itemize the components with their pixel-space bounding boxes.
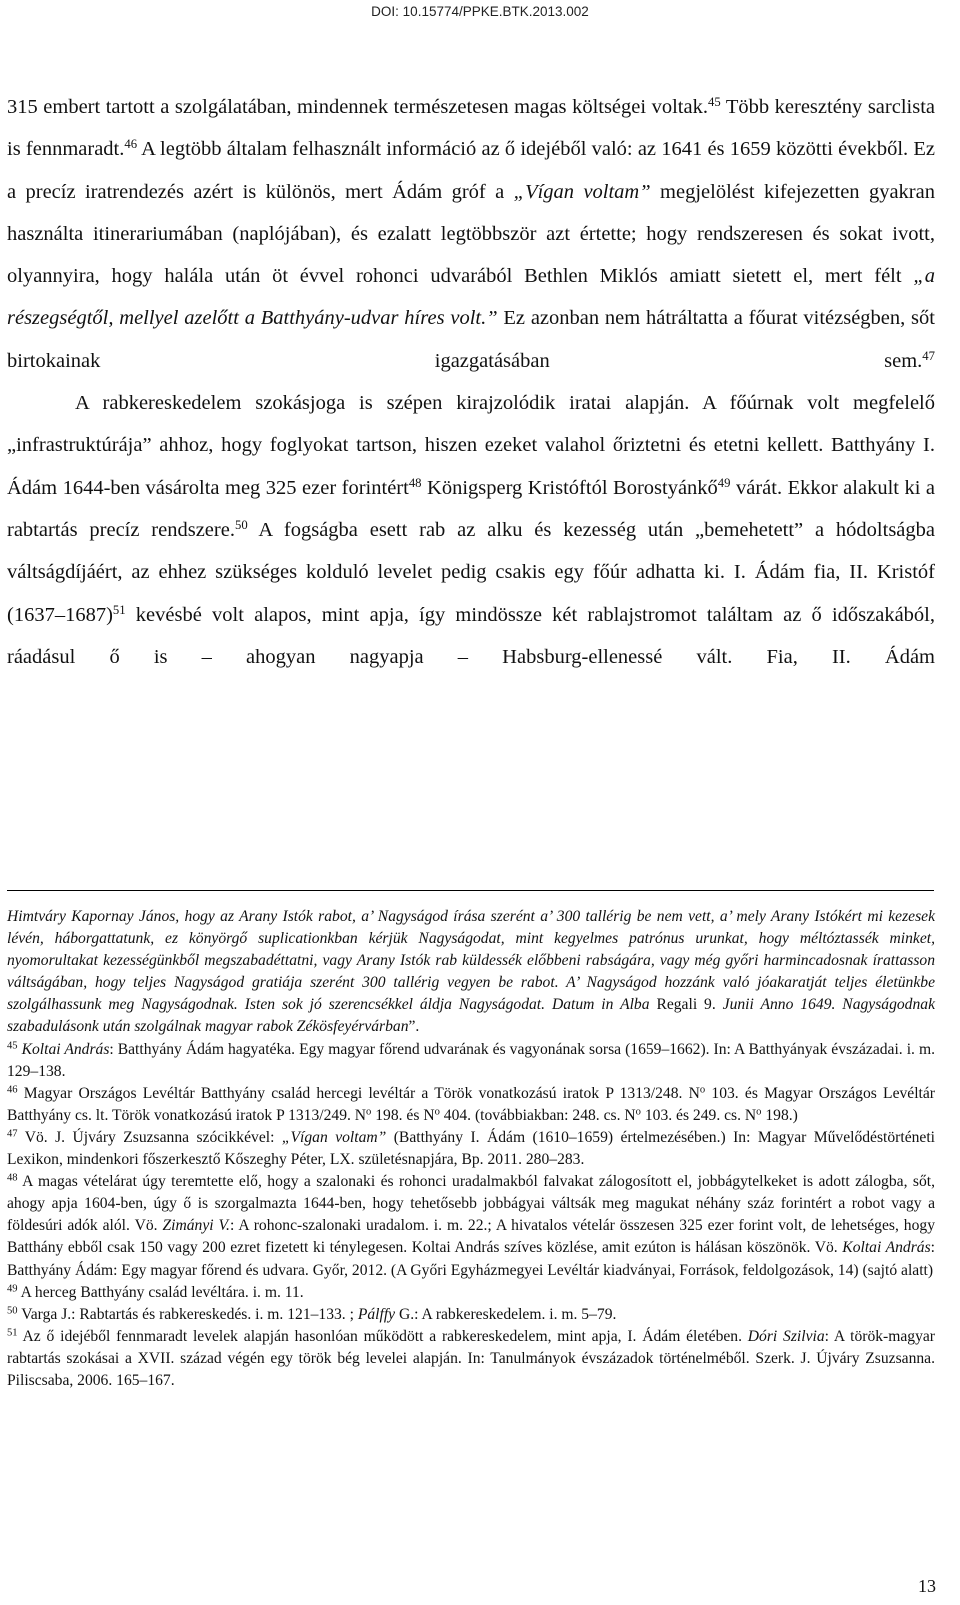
author-name: Dóri Szilvia — [747, 1327, 825, 1345]
text-run: A fogságba esett rab az alku és kezesség után „bemehetett” a hódoltságba váltságdíjáért, az ehhez szükséges kolduló levelet pedig csakis egy főúr adhatta ki. I. Ádám fia, II. Kristóf (1637–1687) — [7, 518, 935, 626]
text-run: 103. és 249. cs. N — [640, 1106, 757, 1124]
footnote-45 — [7, 1039, 935, 1083]
text-run: Több keresztény sarclista is fennmaradt. — [7, 96, 935, 161]
author-name: Koltai András — [842, 1239, 931, 1257]
text-run: Vö. J. Újváry Zsuzsanna szócikkével: — [17, 1128, 282, 1146]
footnote-number: 46 — [7, 1084, 18, 1096]
footnote-ref-47[interactable]: 47 — [922, 348, 935, 363]
page-number: 13 — [918, 1576, 936, 1596]
footnote-46 — [7, 1083, 935, 1127]
quote-bethlen: „a részegségtől, mellyel azelőtt a Batthyány-udvar híres volt.” — [7, 265, 935, 330]
author-name: Zimányi V. — [162, 1217, 230, 1235]
text-run: Magyar Országos Levéltár Batthyány család hercegi levéltár a Török vonatkozású iratok P 1313/248. N — [17, 1084, 700, 1102]
footnote-ref-49[interactable]: 49 — [717, 475, 731, 490]
doi-header: DOI: 10.15774/PPKE.BTK.2013.002 — [371, 4, 589, 19]
text-run: Himtváry Kapornay János, hogy az Arany Istók rabot, a’ Nagyságod írása szerént a’ 300 tallérig be nem vett, a’ mely Arany Istókért mi kezesek lévén, háborgattatunk, ez könyörgő suplicationkban kérjük Nagyságodat, mint kegyelmes patrónus urunkat, hogy méltóztassék minket, nyomorultakat kezességünkből megszabadéttatni, vagy Arany Istók rab küldessék előbbeni rabságára, vagy még győri harmincadosnak írattasson váltságában, hogy teljes Nagyságod gratiája szerént 300 tallérig vegyen be rabot. A’ Nagyságod hozzánk való jóakaratját teljes életünkbe szolgálhassunk meg Nagyságodnak. Isten sok jó szerencsékkel áldja Nagyságodat. Datum in Alba — [7, 908, 935, 1014]
text-run: Az ő idejéből fennmaradt levelek alapján hasonlóan működött a rabkereskedelem, mint apja, I. Ádám életében. — [17, 1327, 748, 1345]
text-run: A legtöbb általam felhasznált információ az ő idejéből való: az 1641 és 1659 közötti évekből. Ez a precíz iratrendezés azért is különös, mert Ádám gróf a — [7, 138, 935, 203]
superscript-o: o — [635, 1106, 641, 1118]
text-run: (Batthyány I. Ádám (1610–1659) értelmezésében.) In: Magyar Művelődéstörténeti Lexikon, mindenkori főszerkesztő Kőszeghy Péter, LX. születésnapjára, Bp. 2011. 280–283. — [7, 1128, 936, 1169]
footnote-number: 45 — [7, 1040, 18, 1052]
text-run: A magas vételárat úgy teremtette elő, hogy a szalonaki és rohonci uradalmakból falvakat zálogosított el, jobbágytelkeket is adott zálogba, sőt, ahogy apja 1604-ben, úgy ő is szorgalmazta 1644-ben, hogy tehetősebb jobbágyai váltsák meg magukat néhány száz forintért a robot vagy a földesúri adók alól. Vö. — [7, 1173, 935, 1235]
paragraph-2 — [7, 382, 935, 678]
text-run: megjelölést kifejezetten gyakran használta itinerariumában (naplójában), és ezalatt legtöbbször azt értette; hogy rendszeresen és sokat ivott, olyannyira, hogy halála után öt évvel rohonci udvarából Bethlen Miklós amiatt sietett el, mert félt — [7, 180, 935, 288]
text-run: 103. és Magyar Országos Levéltár Batthyány cs. lt. Török vonatkozású iratok P 1313/249. N — [7, 1084, 935, 1124]
quote-vigan-voltam: „Vígan voltam” — [513, 180, 651, 203]
footnotes — [7, 906, 935, 1392]
superscript-o: o — [699, 1084, 706, 1096]
footnote-ref-46[interactable]: 46 — [124, 137, 138, 152]
footnote-51 — [7, 1326, 935, 1392]
text-run: A rabkereskedelem szokásjoga is szépen kirajzolódik iratai alapján. A főúrnak volt megfelelő „infrastruktúrája” ahhoz, hogy foglyokat tartson, hiszen ezeket valahol őriztetni és etetni kellett. Batthyány I. Ádám 1644-ben vásárolta meg 325 ezer forintért — [7, 392, 935, 499]
text-run: Junii Anno 1649. Nagyságodnak szabadulásonk után szolgálnak magyar rabok Zékösfeyérvárban — [7, 996, 935, 1036]
footnote-separator — [7, 890, 934, 891]
footnote-number: 51 — [7, 1327, 18, 1339]
text-run: 198.) — [761, 1106, 798, 1124]
text-run: : A török-magyar rabtartás szokásai a XVII. század végén egy török bég levelei alapján. In: Tanulmányok évszázadok történelméből. Szerk. J. Újváry Zsuzsanna. Piliscsaba, 2006. 165–167. — [7, 1327, 935, 1389]
text-run: : A rohonc-szalonaki uradalom. i. m. 22.; A hivatalos vételár összesen 325 ezer forint volt, de lehetséges, hogy Batthány ebből csak 150 vagy 200 ezret fizetett ki ténylegesen. Koltai András szíves közlése, amit ezúton is hálásan köszönök. Vö. — [7, 1217, 935, 1257]
paragraph-1 — [7, 86, 935, 382]
text-run: 315 embert tartott a szolgálatában, mindennek természetesen magas költségei voltak. — [7, 96, 708, 118]
text-run: : Batthyány Ádám hagyatéka. Egy magyar főrend udvarának és vagyonának sorsa (1659–1662). In: A Batthyányak évszázadai. i. m. 129–138. — [7, 1040, 935, 1080]
footnote-50 — [7, 1304, 935, 1326]
footnote-48 — [7, 1171, 935, 1281]
footnote-number: 50 — [7, 1305, 18, 1317]
author-name: Pálffy — [357, 1305, 396, 1323]
footnote-44-continuation — [7, 906, 935, 1039]
text-run: : Batthyány Ádám: Egy magyar főrend és udvara. Győr, 2012. (A Győri Egyházmegyei Levéltár kiadványai, Források, feldolgozások, 14) (sajtó alatt) — [7, 1239, 935, 1279]
text-run: „Vígan voltam” — [281, 1128, 387, 1146]
footnote-number: 49 — [7, 1283, 18, 1295]
text-run: Ez azonban nem hátráltatta a főurat vitézségben, sőt birtokainak igazgatásában sem. — [7, 307, 935, 372]
footnote-ref-50[interactable]: 50 — [234, 517, 248, 532]
text-run: Varga J.: Rabtartás és rabkereskedés. i. m. 121–133. ; — [17, 1305, 358, 1323]
text-run: G.: A rabkereskedelem. i. m. 5–79. — [395, 1305, 617, 1323]
text-run: 404. (továbbiakban: 248. cs. N — [439, 1106, 636, 1124]
superscript-o: o — [756, 1106, 762, 1118]
text-run: 198. és N — [371, 1106, 435, 1124]
main-text — [7, 86, 935, 678]
text-run: ”. — [408, 1018, 420, 1036]
author-name: Koltai András — [21, 1040, 110, 1058]
text-run: kevésbé volt alapos, mint apja, így mindössze két rablajstromot találtam az ő időszakából, ráadásul ő is – ahogyan nagyapja – Habsburg-ellenessé vált. Fia, II. Ádám — [7, 603, 935, 668]
footnote-number: 48 — [7, 1172, 18, 1184]
footnote-number: 47 — [7, 1128, 18, 1140]
footnote-ref-51[interactable]: 51 — [112, 602, 126, 617]
superscript-o: o — [366, 1106, 372, 1118]
text-run: Königsperg Kristóftól Borostyánkő — [421, 476, 718, 499]
text-run: várát. Ekkor alakult ki a rabtartás precíz rendszere. — [7, 476, 935, 541]
superscript-o: o — [434, 1106, 440, 1118]
footnote-49 — [7, 1282, 935, 1304]
footnote-ref-45[interactable]: 45 — [707, 95, 721, 110]
text-run: Regali 9. — [649, 996, 723, 1014]
footnote-47 — [7, 1127, 935, 1171]
footnote-ref-48[interactable]: 48 — [408, 475, 422, 490]
text-run: A herceg Batthyány család levéltára. i. m. 11. — [17, 1283, 304, 1301]
